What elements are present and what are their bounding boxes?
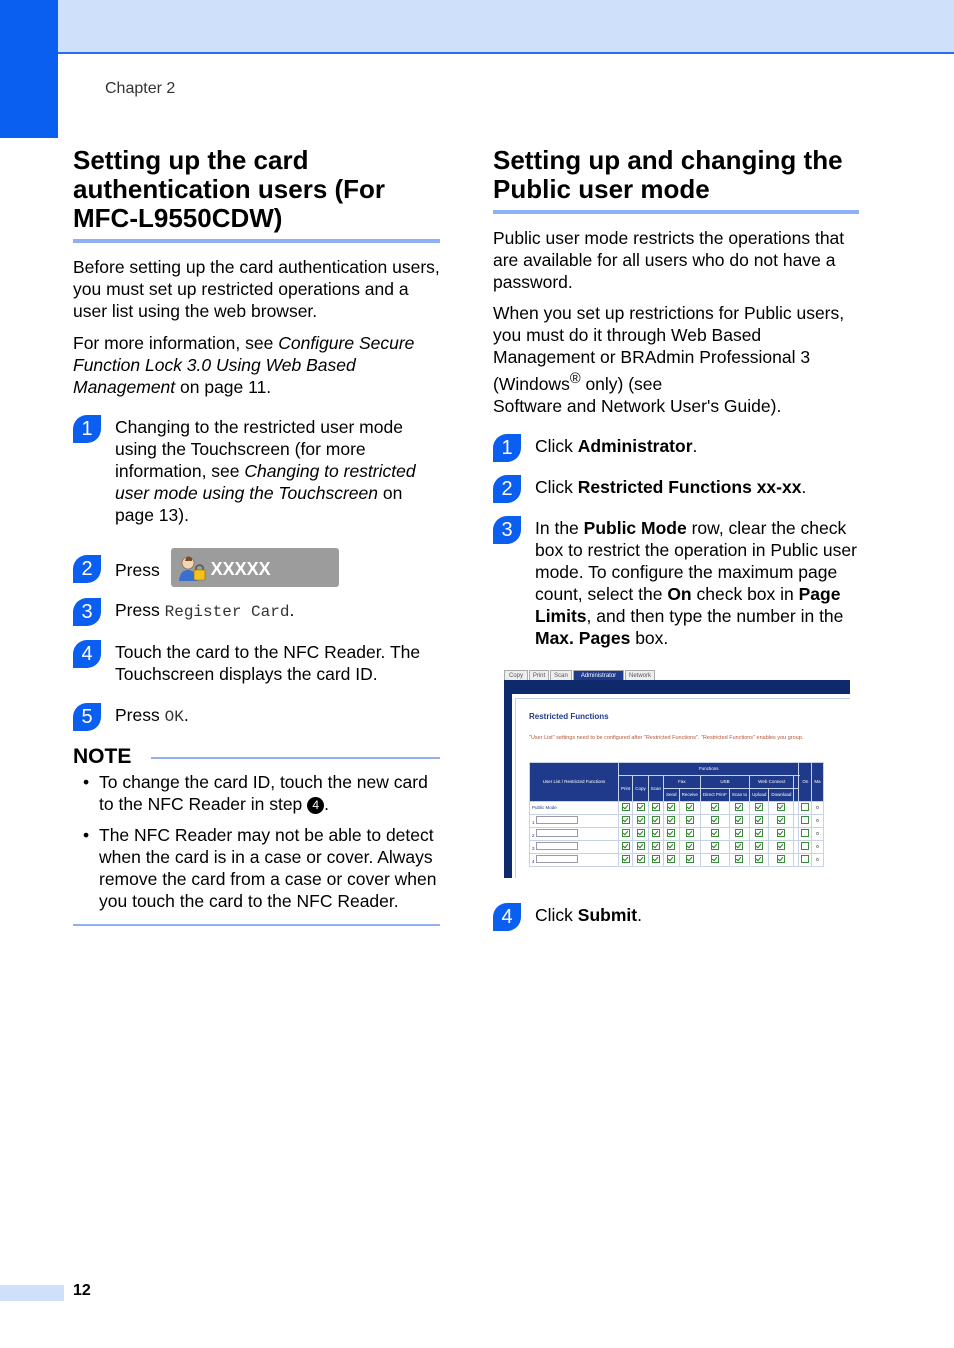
step-number-icon: 2 [493, 475, 521, 503]
checkbox[interactable] [801, 842, 809, 850]
step-text: Click [535, 476, 578, 497]
right-para-2 [493, 302, 859, 417]
checkbox[interactable] [801, 855, 809, 863]
step-text: . [183, 705, 189, 725]
screenshot-panel-title: Restricted Functions [529, 711, 609, 721]
row-number: 1 [532, 820, 535, 826]
para-text: Software and Network User's Guide). [493, 395, 782, 416]
more-info-suffix: on page 11. [175, 377, 272, 397]
step-text: Touch the card to the NFC Reader. The Touchscreen displays the card ID. [115, 642, 421, 684]
step-text: . [289, 600, 295, 620]
left-step-2 [73, 556, 440, 587]
step-number-icon: 4 [73, 640, 101, 668]
table-row [530, 853, 824, 866]
checkbox[interactable] [777, 855, 785, 863]
user-lock-button[interactable] [171, 548, 339, 587]
checkbox[interactable] [686, 855, 694, 863]
checkbox[interactable] [652, 829, 660, 837]
checkbox[interactable] [755, 816, 763, 824]
step-number-icon: 3 [73, 598, 101, 626]
ok-code: OK [164, 708, 184, 726]
checkbox[interactable] [777, 842, 785, 850]
checkbox[interactable] [637, 855, 645, 863]
left-step-5 [73, 704, 440, 728]
checkbox[interactable] [755, 855, 763, 863]
para-text: only) (see [580, 373, 663, 394]
col-header: Web Connect [750, 775, 794, 788]
left-more-info [73, 332, 440, 398]
checkbox[interactable] [686, 803, 694, 811]
checkbox[interactable] [652, 816, 660, 824]
note-text: . [324, 794, 330, 814]
col-header: Download [769, 788, 794, 801]
col-header: Copy [633, 775, 649, 801]
checkbox[interactable] [777, 803, 785, 811]
checkbox[interactable] [637, 803, 645, 811]
left-step-4 [73, 641, 440, 685]
row-label: Public Mode [530, 801, 619, 814]
step-number-icon: 4 [493, 903, 521, 931]
checkbox[interactable] [686, 816, 694, 824]
row-label [530, 840, 619, 853]
checkbox[interactable] [711, 842, 719, 850]
step-text: check box in [691, 583, 799, 604]
checkbox[interactable] [667, 855, 675, 863]
left-intro: Before setting up the card authentication users, you must set up restricted operations and a user list using the web browser. [73, 257, 440, 321]
checkbox[interactable] [755, 829, 763, 837]
step-number-icon: 3 [493, 516, 521, 544]
checkbox[interactable] [735, 829, 743, 837]
col-header: Print [619, 775, 633, 801]
step-text: . [801, 476, 807, 497]
step-text: Press [115, 705, 165, 725]
screenshot-nav-bar [504, 680, 850, 694]
checkbox[interactable] [801, 816, 809, 824]
note-item: • The NFC Reader may not be able to detect when the card is in a case or cover. Always remove the card from a case or cover when you touch the card to the NFC Reader. [73, 824, 440, 912]
header-band [0, 0, 954, 54]
checkbox[interactable] [755, 842, 763, 850]
submit-label: Submit [577, 904, 638, 925]
col-header: Functions [619, 762, 799, 775]
step-text: row, clear the check box to restrict the operation in Public user mode. To configure the maximum page count, select the [535, 517, 857, 604]
right-column [493, 146, 859, 926]
left-column [73, 146, 440, 926]
checkbox[interactable] [652, 842, 660, 850]
checkbox[interactable] [735, 816, 743, 824]
checkbox[interactable] [801, 829, 809, 837]
checkbox[interactable] [667, 816, 675, 824]
col-header: Send [664, 788, 680, 801]
max-pages-cell[interactable]: 0 [812, 814, 823, 827]
checkbox[interactable] [735, 855, 743, 863]
col-header: On [799, 762, 812, 801]
step-text: Changing to the restricted user mode using the Touchscreen (for more information, see [115, 417, 403, 481]
col-header: User List / Restricted Functions [530, 762, 619, 801]
step-number-icon: 1 [73, 415, 101, 443]
user-name-input[interactable] [536, 855, 578, 863]
register-card-code: Register Card [164, 603, 290, 621]
col-header: USB [700, 775, 749, 788]
note-item [73, 771, 440, 815]
page-limits-label: Page Limits [535, 583, 841, 626]
tab-administrator[interactable]: Administrator [573, 670, 624, 682]
more-info-prefix: For more information, see [73, 333, 279, 353]
page-number: 12 [73, 1282, 91, 1299]
row-number: 2 [532, 833, 535, 839]
row-label [530, 814, 619, 827]
row-label [530, 853, 619, 866]
checkbox[interactable] [686, 829, 694, 837]
max-pages-cell[interactable]: 0 [812, 827, 823, 840]
table-row [530, 814, 824, 827]
row-number: 3 [532, 846, 535, 852]
step-number-icon: 5 [73, 703, 101, 731]
checkbox[interactable] [755, 803, 763, 811]
note-text: To change the card ID, touch the new card to the NFC Reader in step [99, 772, 428, 814]
public-mode-label: Public Mode [583, 517, 687, 538]
checkbox[interactable] [652, 803, 660, 811]
step-text: Press [115, 560, 160, 581]
administrator-label: Administrator [577, 435, 693, 456]
chapter-tab [0, 0, 58, 138]
restricted-functions-screenshot [504, 668, 850, 878]
col-header [794, 788, 799, 801]
row-number: 4 [532, 859, 535, 865]
checkbox[interactable] [667, 842, 675, 850]
right-para-1: Public user mode restricts the operations that are available for all users who do not have a password. [493, 228, 845, 292]
chapter-label: Chapter 2 [105, 80, 176, 97]
step-text: on page 13). [115, 483, 403, 525]
step-text: Press [115, 600, 165, 620]
checkbox[interactable] [667, 803, 675, 811]
user-name-input[interactable] [536, 816, 578, 824]
step-text: , and then type the number in the [586, 605, 844, 626]
right-step-1 [493, 435, 859, 457]
checkbox[interactable] [711, 829, 719, 837]
user-name-input[interactable] [536, 842, 578, 850]
step-link[interactable]: Changing to restricted user mode using the Touchscreen [115, 461, 416, 503]
max-pages-cell[interactable]: 0 [812, 801, 823, 814]
more-info-link[interactable]: Configure Secure Function Lock 3.0 Using Web Based Management [73, 333, 415, 397]
max-pages-label: Max. Pages [535, 627, 631, 648]
col-header [794, 775, 799, 788]
restricted-functions-label: Restricted Functions xx-xx [577, 476, 802, 497]
checkbox[interactable] [622, 816, 630, 824]
max-pages-cell[interactable]: 0 [812, 840, 823, 853]
tab-network[interactable]: Network [625, 670, 655, 682]
left-step-3 [73, 599, 440, 623]
right-section-title: Setting up and changing the Public user mode [493, 146, 859, 214]
left-step-1 [73, 416, 440, 526]
checkbox[interactable] [622, 829, 630, 837]
step-number-icon: 1 [493, 434, 521, 462]
col-header: Upload [750, 788, 769, 801]
table-row [530, 827, 824, 840]
tab-print[interactable]: Print [529, 670, 549, 682]
checkbox[interactable] [686, 842, 694, 850]
checkbox[interactable] [622, 842, 630, 850]
checkbox[interactable] [777, 816, 785, 824]
screenshot-message: "User List" settings need to be configured after "Restricted Functions". "Restricted Functions" enables you group. [529, 734, 804, 741]
step-text: . [637, 904, 642, 925]
tab-scan[interactable]: Scan [550, 670, 572, 682]
user-lock-icon [177, 555, 207, 581]
checkbox[interactable] [711, 803, 719, 811]
step-text: Click [535, 904, 578, 925]
max-pages-cell[interactable]: 0 [812, 853, 823, 866]
checkbox[interactable] [622, 803, 630, 811]
note-divider [73, 924, 440, 926]
registered-mark: ® [569, 371, 581, 387]
col-header: Scan to [729, 788, 749, 801]
col-header: Receive [679, 788, 700, 801]
user-name-input[interactable] [536, 829, 578, 837]
checkbox[interactable] [667, 829, 675, 837]
checkbox[interactable] [637, 842, 645, 850]
right-step-2 [493, 476, 859, 498]
step-ref-icon: 4 [307, 797, 324, 814]
row-label [530, 827, 619, 840]
note-heading: NOTE [73, 745, 440, 769]
checkbox[interactable] [735, 842, 743, 850]
checkbox[interactable] [637, 816, 645, 824]
checkbox[interactable] [637, 829, 645, 837]
checkbox[interactable] [622, 855, 630, 863]
left-section-title: Setting up the card authentication users (For MFC-L9550CDW) [73, 146, 440, 243]
para-text: When you set up restrictions for Public users, you must do it through Web Based Management or BRAdmin Professional 3 (Windows [493, 303, 845, 394]
page-number-tab [0, 1285, 64, 1301]
user-lock-button-label: XXXXX [210, 559, 271, 579]
tab-copy[interactable]: Copy [504, 670, 528, 682]
step-number-icon: 2 [73, 555, 101, 583]
checkbox[interactable] [777, 829, 785, 837]
step-text: . [692, 435, 698, 456]
checkbox[interactable] [711, 855, 719, 863]
col-header: Ma [812, 762, 823, 801]
checkbox[interactable] [711, 816, 719, 824]
checkbox[interactable] [735, 803, 743, 811]
screenshot-tab-bar [504, 668, 850, 680]
col-header: Direct Print* [700, 788, 729, 801]
restricted-functions-table [529, 762, 824, 867]
step-text: box. [630, 627, 669, 648]
right-step-4 [493, 904, 859, 926]
step-text: In the [535, 517, 584, 538]
checkbox[interactable] [801, 803, 809, 811]
table-row [530, 801, 824, 814]
col-header: Scan [648, 775, 663, 801]
right-step-3 [493, 517, 859, 649]
table-row [530, 840, 824, 853]
note-list [73, 771, 440, 912]
col-header: Fax [664, 775, 701, 788]
step-text: Click [535, 435, 578, 456]
checkbox[interactable] [652, 855, 660, 863]
on-label: On [667, 583, 692, 604]
screenshot-sidebar [504, 694, 512, 878]
